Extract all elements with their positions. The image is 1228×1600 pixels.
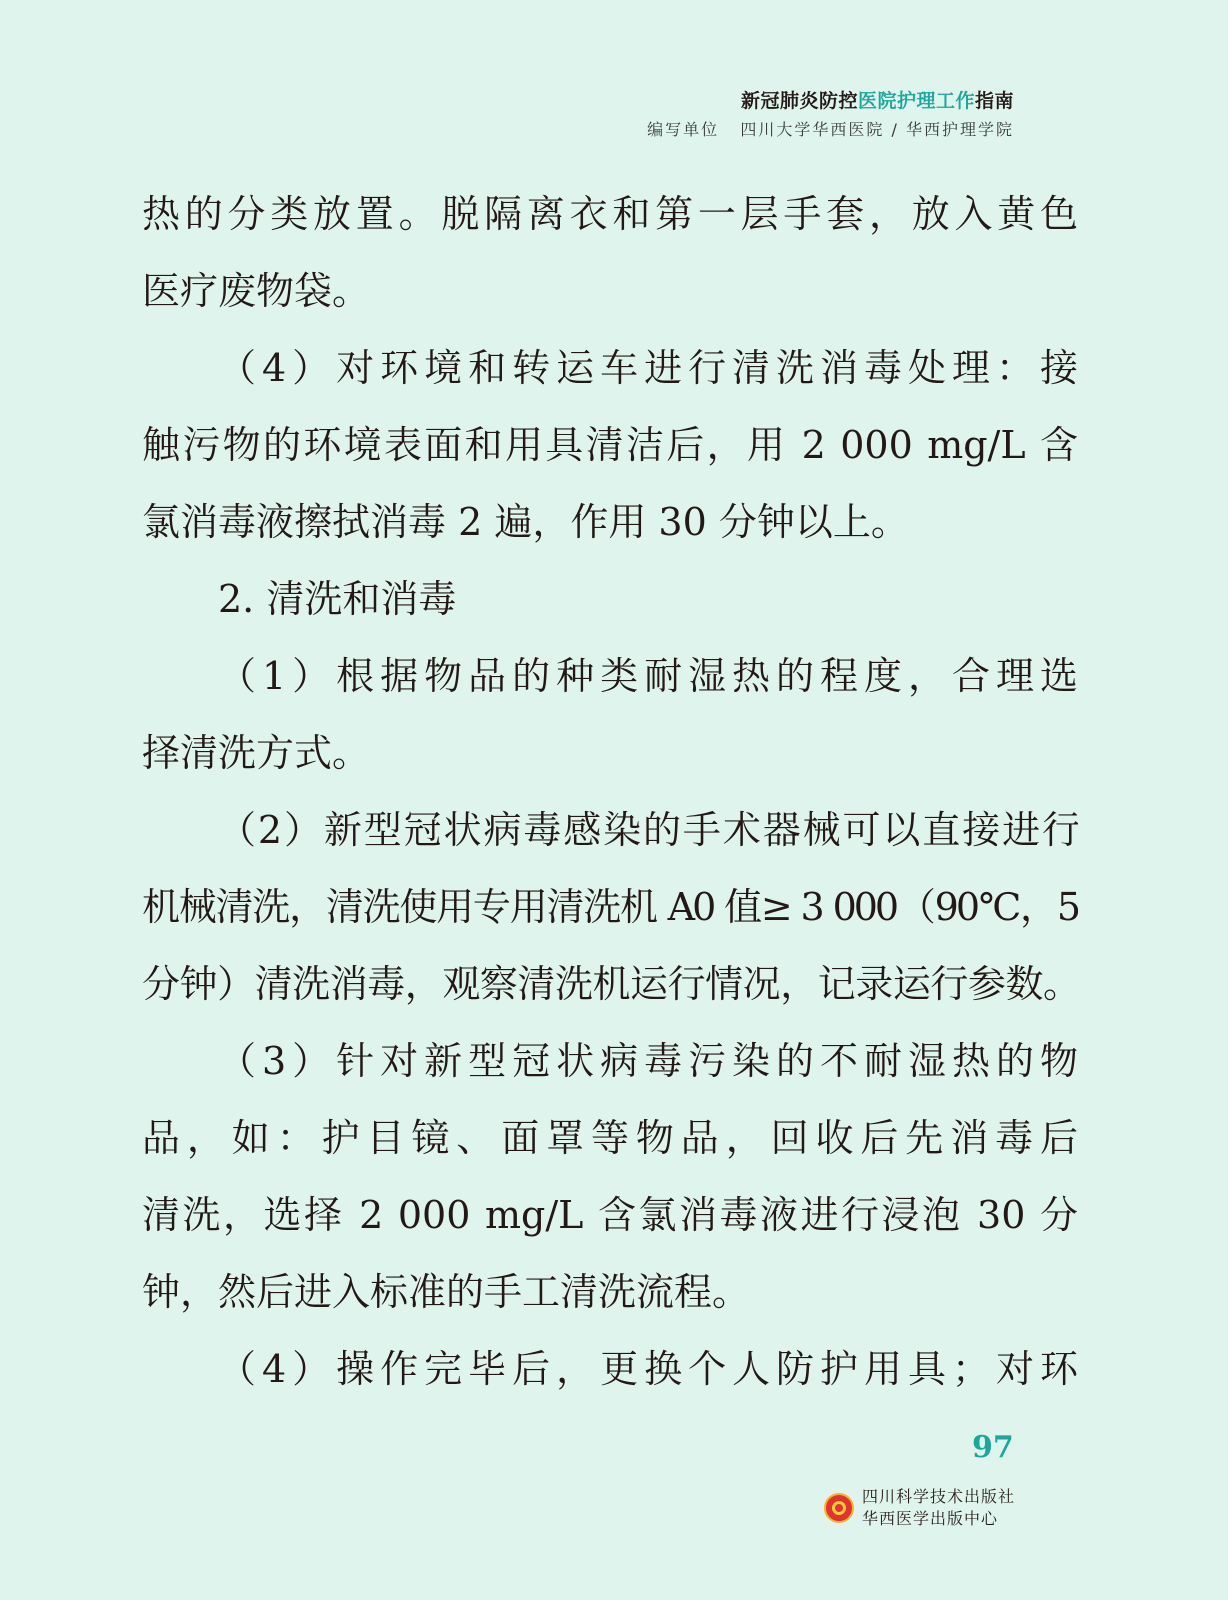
text-line: 钟，然后进入标准的手工清洗流程。 <box>142 1270 751 1314</box>
section-heading: 2. 清洗和消毒 <box>218 577 457 621</box>
text-line: （1）根据物品的种类耐湿热的程度，合理选 <box>218 654 1078 698</box>
text-line: （4）对环境和转运车进行清洗消毒处理：接 <box>218 346 1078 390</box>
text-line: （3）针对新型冠状病毒污染的不耐湿热的物 <box>218 1039 1078 1083</box>
book-title-accent: 医院护理工作 <box>857 90 975 112</box>
text-line: 机械清洗，清洗使用专用清洗机 A0 值≥ 3 000（90℃，5 <box>142 885 1078 929</box>
text-line: 清洗，选择 2 000 mg/L 含氯消毒液进行浸泡 30 分 <box>142 1193 1078 1237</box>
text-line: 氯消毒液擦拭消毒 2 遍，作用 30 分钟以上。 <box>142 500 909 544</box>
body-text <box>142 176 1078 1408</box>
publisher-imprint <box>824 1486 1015 1530</box>
publisher-logo-icon <box>824 1493 854 1523</box>
publisher-logo-inner <box>832 1501 846 1515</box>
text-line: 品，如：护目镜、面罩等物品，回收后先消毒后 <box>142 1116 1078 1160</box>
running-header <box>647 88 1014 142</box>
book-title-suffix: 指南 <box>974 90 1014 112</box>
publisher-names <box>862 1486 1015 1530</box>
text-line: 触污物的环境表面和用具清洁后，用 2 000 mg/L 含 <box>142 423 1078 467</box>
book-title-prefix: 新冠肺炎防控 <box>740 90 858 112</box>
text-line: 分钟）清洗消毒，观察清洗机运行情况，记录运行参数。 <box>142 962 1078 1006</box>
text-line: 热的分类放置。脱隔离衣和第一层手套，放入黄色 <box>142 192 1078 236</box>
editor-unit: 编写单位 四川大学华西医院 / 华西护理学院 <box>647 120 1014 139</box>
publisher-name-line2: 华西医学出版中心 <box>862 1509 999 1528</box>
text-line: 择清洗方式。 <box>142 731 371 775</box>
publisher-name-line1: 四川科学技术出版社 <box>862 1487 1016 1506</box>
book-title <box>647 88 1014 114</box>
text-line: 医疗废物袋。 <box>142 269 371 313</box>
text-line: （4）操作完毕后，更换个人防护用具；对环 <box>218 1347 1078 1391</box>
text-line: （2）新型冠状病毒感染的手术器械可以直接进行 <box>218 808 1078 852</box>
page-number: 97 <box>972 1430 1014 1465</box>
